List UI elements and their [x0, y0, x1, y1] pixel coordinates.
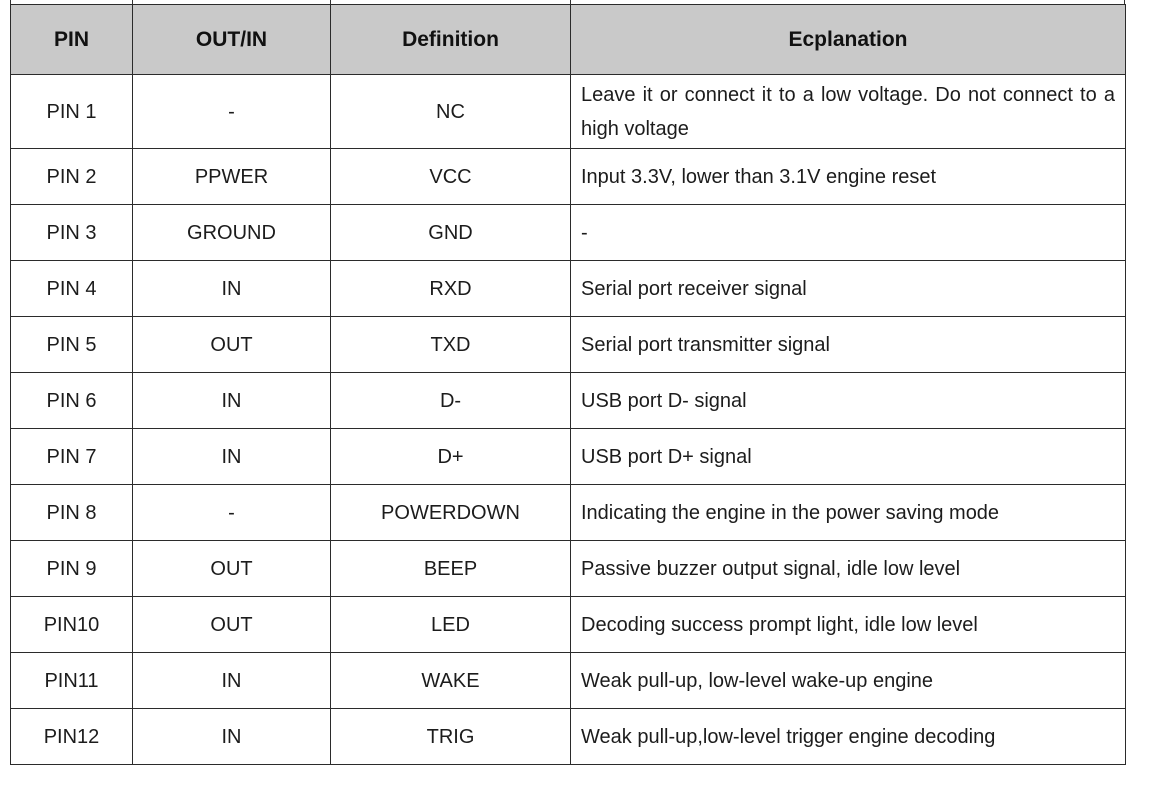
out-in-cell: IN — [133, 653, 331, 709]
out-in-cell: - — [133, 75, 331, 149]
explanation-cell: Leave it or connect it to a low voltage. Do not connect to a high voltage — [571, 75, 1126, 149]
out-in-cell: OUT — [133, 317, 331, 373]
out-in-cell: IN — [133, 709, 331, 765]
definition-cell: TRIG — [331, 709, 571, 765]
explanation-cell: Weak pull-up, low-level wake-up engine — [571, 653, 1126, 709]
pin-cell: PIN12 — [11, 709, 133, 765]
pin-cell: PIN 4 — [11, 261, 133, 317]
definition-cell: NC — [331, 75, 571, 149]
table-row — [11, 75, 1126, 149]
header-definition: Definition — [331, 5, 571, 75]
explanation-cell: Decoding success prompt light, idle low level — [571, 597, 1126, 653]
definition-cell: D- — [331, 373, 571, 429]
pin-cell: PIN 3 — [11, 205, 133, 261]
explanation-cell: Weak pull-up,low-level trigger engine decoding — [571, 709, 1126, 765]
pin-cell: PIN11 — [11, 653, 133, 709]
definition-cell: BEEP — [331, 541, 571, 597]
table-row — [11, 429, 1126, 485]
definition-cell: LED — [331, 597, 571, 653]
pin-cell: PIN 1 — [11, 75, 133, 149]
definition-cell: RXD — [331, 261, 571, 317]
table-row — [11, 373, 1126, 429]
out-in-cell: IN — [133, 261, 331, 317]
definition-cell: GND — [331, 205, 571, 261]
pin-cell: PIN 6 — [11, 373, 133, 429]
explanation-cell: Indicating the engine in the power saving mode — [571, 485, 1126, 541]
table-row — [11, 485, 1126, 541]
header-row — [11, 5, 1126, 75]
explanation-cell: - — [571, 205, 1126, 261]
out-in-cell: IN — [133, 429, 331, 485]
pin-cell: PIN 8 — [11, 485, 133, 541]
pin-cell: PIN 7 — [11, 429, 133, 485]
table-row — [11, 317, 1126, 373]
table-row — [11, 205, 1126, 261]
definition-cell: WAKE — [331, 653, 571, 709]
out-in-cell: PPWER — [133, 149, 331, 205]
out-in-cell: OUT — [133, 597, 331, 653]
out-in-cell: - — [133, 485, 331, 541]
table-row — [11, 261, 1126, 317]
header-pin: PIN — [11, 5, 133, 75]
table-row — [11, 149, 1126, 205]
pin-cell: PIN 2 — [11, 149, 133, 205]
table-row — [11, 709, 1126, 765]
out-in-cell: OUT — [133, 541, 331, 597]
explanation-cell: Serial port receiver signal — [571, 261, 1126, 317]
table-row — [11, 597, 1126, 653]
out-in-cell: IN — [133, 373, 331, 429]
definition-cell: POWERDOWN — [331, 485, 571, 541]
table-body — [11, 75, 1126, 765]
pin-cell: PIN 9 — [11, 541, 133, 597]
explanation-cell: Passive buzzer output signal, idle low level — [571, 541, 1126, 597]
header-out-in: OUT/IN — [133, 5, 331, 75]
definition-cell: VCC — [331, 149, 571, 205]
explanation-cell: USB port D- signal — [571, 373, 1126, 429]
out-in-cell: GROUND — [133, 205, 331, 261]
definition-cell: TXD — [331, 317, 571, 373]
pin-cell: PIN10 — [11, 597, 133, 653]
table-row — [11, 541, 1126, 597]
header-explanation: Ecplanation — [571, 5, 1126, 75]
definition-cell: D+ — [331, 429, 571, 485]
explanation-cell: USB port D+ signal — [571, 429, 1126, 485]
table-row — [11, 653, 1126, 709]
pin-cell: PIN 5 — [11, 317, 133, 373]
explanation-cell: Serial port transmitter signal — [571, 317, 1126, 373]
explanation-cell: Input 3.3V, lower than 3.1V engine reset — [571, 149, 1126, 205]
pin-definition-table — [10, 4, 1126, 765]
table-header — [11, 5, 1126, 75]
